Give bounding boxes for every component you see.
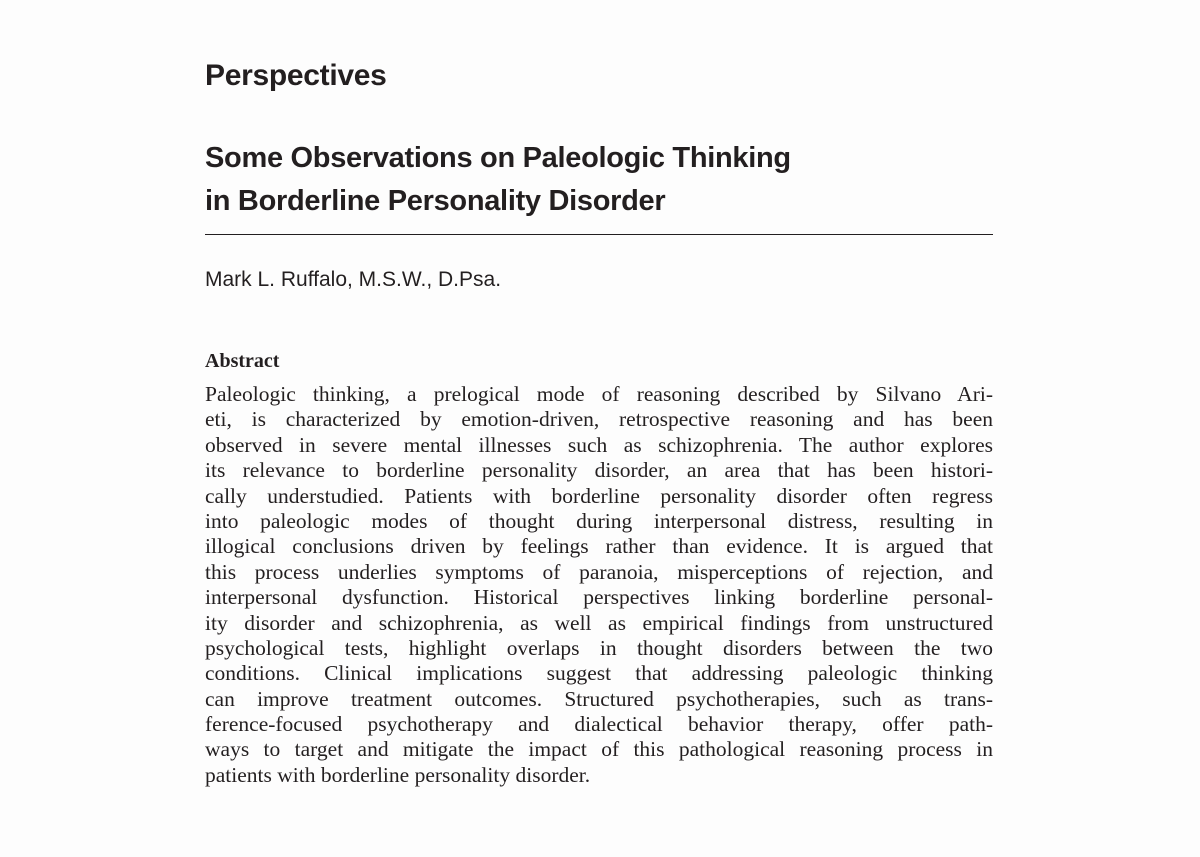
abstract-line: into paleologic modes of thought during interpersonal distress, resulting in [205, 508, 993, 533]
abstract-line: illogical conclusions driven by feelings rather than evidence. It is argued that [205, 534, 993, 559]
abstract-line: patients with borderline personality disorder. [205, 762, 591, 787]
section-label: Perspectives [205, 59, 387, 92]
abstract-line: interpersonal dysfunction. Historical perspectives linking borderline personal- [205, 585, 993, 610]
abstract-heading: Abstract [205, 350, 280, 372]
abstract-line: ference-focused psychotherapy and dialectical behavior therapy, offer path- [205, 712, 993, 737]
abstract-line: psychological tests, highlight overlaps in thought disorders between the two [205, 635, 993, 660]
abstract-line: can improve treatment outcomes. Structured psychotherapies, such as trans- [205, 686, 993, 711]
abstract-line: observed in severe mental illnesses such as schizophrenia. The author explores [205, 432, 993, 457]
abstract-line: its relevance to borderline personality disorder, an area that has been histori- [205, 458, 993, 483]
title-divider [205, 234, 993, 235]
abstract-line: conditions. Clinical implications suggest that addressing paleologic thinking [205, 661, 993, 686]
abstract-line: ity disorder and schizophrenia, as well as empirical findings from unstructured [205, 610, 993, 635]
abstract-body [205, 382, 993, 788]
article-title [205, 137, 995, 223]
author-byline: Mark L. Ruffalo, M.S.W., D.Psa. [205, 268, 502, 291]
article-title-line-1: Some Observations on Paleologic Thinking [205, 142, 791, 174]
abstract-line: cally understudied. Patients with borderline personality disorder often regress [205, 483, 993, 508]
article-title-line-2: in Borderline Personality Disorder [205, 185, 666, 217]
abstract-line: ways to target and mitigate the impact of this pathological reasoning process in [205, 737, 993, 762]
abstract-line: Paleologic thinking, a prelogical mode of reasoning described by Silvano Ari- [205, 382, 993, 406]
abstract-line: this process underlies symptoms of paranoia, misperceptions of rejection, and [205, 559, 993, 584]
abstract-line: eti, is characterized by emotion-driven, retrospective reasoning and has been [205, 407, 993, 432]
